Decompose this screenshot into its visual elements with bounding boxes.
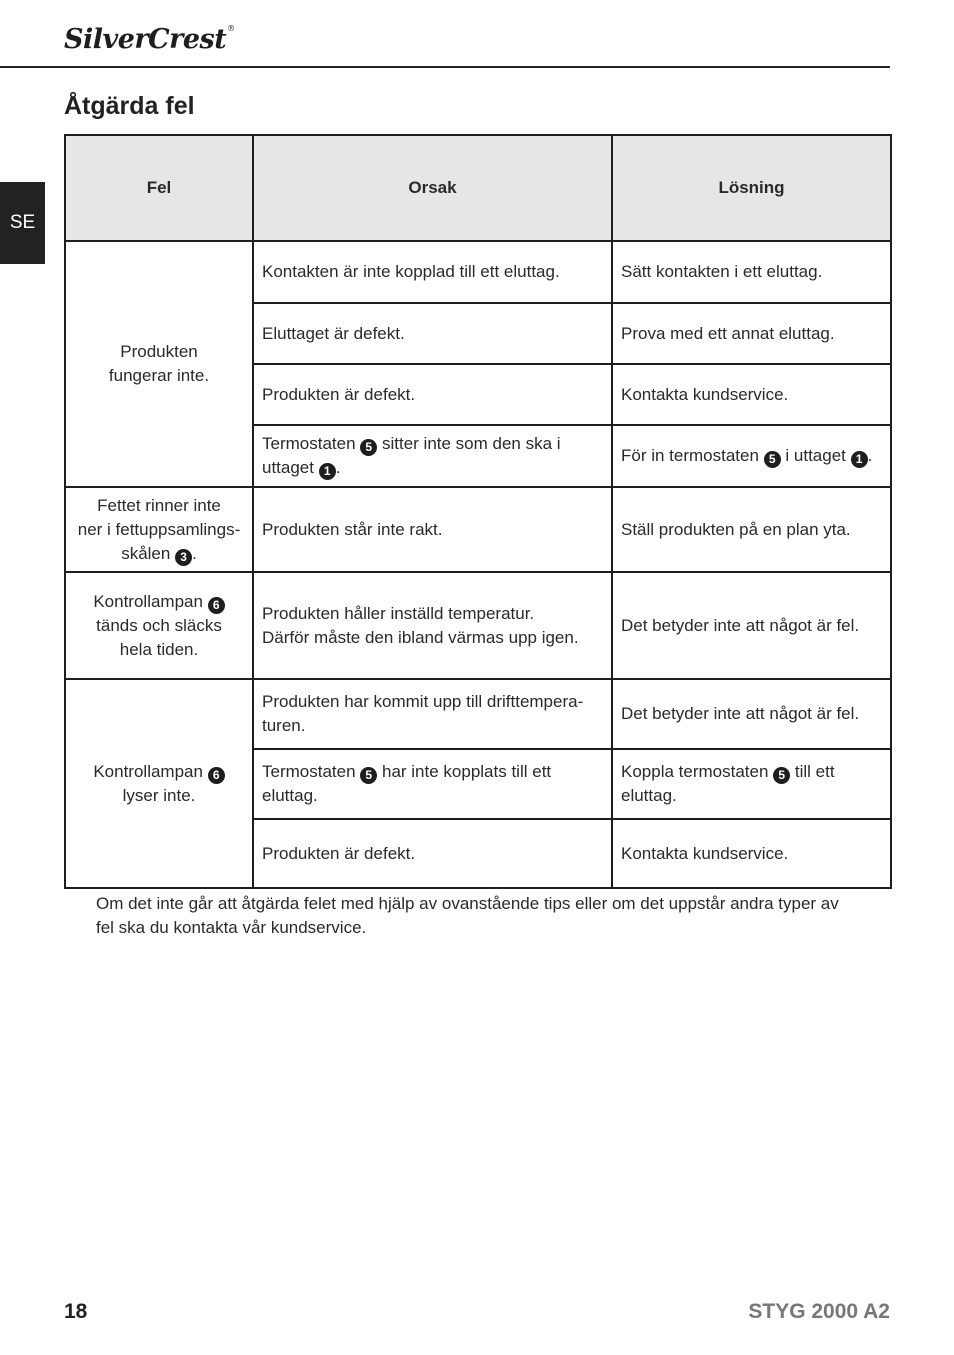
language-tab: SE (0, 182, 45, 264)
cell-text: Fettet rinner inte (97, 495, 221, 515)
cell-text: Termostaten (262, 762, 361, 781)
footnote-line: Om det inte går att åtgärda felet med hjälp av ovanstående tips eller om det uppstår andra typer av (96, 894, 839, 913)
cell-text: fungerar inte. (108, 366, 210, 385)
cell-line (621, 444, 882, 468)
cell-text: ner i fettuppsamlings- (77, 519, 241, 539)
cause-cell (253, 819, 612, 888)
cause-cell (253, 679, 612, 749)
cell-line (621, 702, 882, 726)
header-cause: Orsak (253, 135, 612, 241)
cell-text: För in termostaten (621, 446, 764, 465)
page-title: Åtgärda fel (64, 92, 195, 120)
cell-line (621, 518, 882, 542)
model-number: STYG 2000 A2 (748, 1300, 890, 1323)
cell-text: Termostaten (262, 434, 361, 453)
cell-text: Produkten är defekt. (262, 384, 416, 404)
cell-line (262, 690, 603, 714)
cell-text: Koppla termostaten (621, 762, 774, 781)
fault-cell (65, 572, 253, 679)
cell-text: eluttag. (621, 786, 677, 805)
part-number-icon: 5 (773, 767, 790, 784)
part-number-icon: 5 (764, 451, 781, 468)
cell-line (262, 383, 603, 407)
cell-text: Produkten är defekt. (262, 843, 416, 863)
cell-line (621, 784, 882, 808)
cell-line (262, 626, 603, 650)
cause-cell (253, 425, 612, 487)
part-number-icon: 6 (208, 767, 225, 784)
cell-line (621, 760, 882, 784)
cell-text: Kontakta kundservice. (621, 843, 789, 863)
cell-line (621, 614, 882, 638)
part-number-icon: 5 (360, 439, 377, 456)
footnote (96, 892, 886, 940)
cell-line (262, 602, 603, 626)
troubleshooting-table (64, 134, 892, 889)
table-row (65, 241, 891, 303)
part-number-icon: 3 (175, 549, 192, 566)
cell-line (262, 456, 603, 480)
cell-text: Kontrollampan (93, 761, 208, 781)
cell-text: sitter inte som den ska i (377, 434, 561, 453)
cell-text: Kontakten är inte kopplad till ett eluttag. (262, 262, 560, 281)
solution-cell (612, 364, 891, 425)
cell-text: eluttag. (262, 786, 318, 805)
cell-text: Produkten har kommit upp till drifttempera- (262, 692, 584, 711)
table-row (65, 679, 891, 749)
cell-line (621, 260, 882, 284)
registered-mark: ® (227, 24, 235, 33)
cell-text: . (867, 446, 873, 465)
cell-line (74, 340, 244, 364)
table-row (65, 572, 891, 679)
cell-line (262, 760, 603, 784)
solution-cell (612, 679, 891, 749)
brand-name: SilverCrest (64, 24, 227, 55)
cause-cell (253, 487, 612, 572)
header-solution: Lösning (612, 135, 891, 241)
cell-line (262, 714, 603, 738)
brand-logo (64, 24, 235, 55)
solution-cell (612, 241, 891, 303)
fault-cell (65, 487, 253, 572)
cell-text: . (335, 458, 341, 477)
cell-text: Det betyder inte att något är fel. (621, 615, 860, 635)
cell-text: i uttaget (780, 446, 851, 465)
cell-text: Produkten håller inställd temperatur. (262, 603, 535, 623)
page-number: 18 (64, 1300, 88, 1323)
cell-text: hela tiden. (119, 639, 199, 659)
cell-text: Prova med ett annat eluttag. (621, 323, 835, 343)
cell-line (74, 494, 244, 518)
cell-text: har inte kopplats till ett (377, 762, 552, 781)
cell-text: Eluttaget är defekt. (262, 323, 405, 343)
cell-text: Ställ produkten på en plan yta. (621, 519, 851, 539)
cell-line (262, 322, 603, 346)
part-number-icon: 5 (360, 767, 377, 784)
cell-line (262, 518, 603, 542)
cell-text: skålen (121, 543, 176, 563)
part-number-icon: 1 (319, 463, 336, 480)
cell-text: turen. (262, 716, 306, 735)
cell-text: lyser inte. (122, 785, 196, 805)
cause-cell (253, 749, 612, 819)
fault-cell (65, 679, 253, 888)
cell-text: Sätt kontakten i ett eluttag. (621, 262, 823, 281)
cell-line (74, 518, 244, 542)
cell-line (621, 842, 882, 866)
cause-cell (253, 364, 612, 425)
cell-line (74, 784, 244, 808)
cause-cell (253, 241, 612, 303)
cell-text: tänds och släcks (96, 615, 222, 635)
solution-cell (612, 425, 891, 487)
cell-line (262, 784, 603, 808)
cell-line (621, 383, 882, 407)
part-number-icon: 1 (851, 451, 868, 468)
header-fault: Fel (65, 135, 253, 241)
solution-cell (612, 819, 891, 888)
cell-line (74, 542, 244, 566)
cell-text: Produkten (120, 342, 198, 361)
cell-line (74, 614, 244, 638)
cell-line (74, 590, 244, 614)
cell-line (74, 638, 244, 662)
footnote-line: fel ska du kontakta vår kundservice. (96, 918, 367, 937)
solution-cell (612, 303, 891, 364)
cell-text: Det betyder inte att något är fel. (621, 704, 860, 723)
solution-cell (612, 749, 891, 819)
table-header-row (65, 135, 891, 241)
solution-cell (612, 487, 891, 572)
cell-line (262, 842, 603, 866)
cell-text: Produkten står inte rakt. (262, 519, 443, 539)
cell-text: . (192, 543, 197, 563)
cell-text: Därför måste den ibland värmas upp igen. (262, 627, 579, 647)
cell-line (74, 760, 244, 784)
cell-text: till ett (790, 762, 835, 781)
fault-cell (65, 241, 253, 487)
cell-text: Kontakta kundservice. (621, 384, 789, 404)
part-number-icon: 6 (208, 597, 225, 614)
cell-line (74, 364, 244, 388)
cause-cell (253, 572, 612, 679)
cell-text: Kontrollampan (93, 591, 208, 611)
solution-cell (612, 572, 891, 679)
table-row (65, 487, 891, 572)
cell-line (262, 432, 603, 456)
cell-line (621, 322, 882, 346)
cell-line (262, 260, 603, 284)
header-divider (0, 66, 890, 68)
cause-cell (253, 303, 612, 364)
cell-text: uttaget (262, 458, 319, 477)
